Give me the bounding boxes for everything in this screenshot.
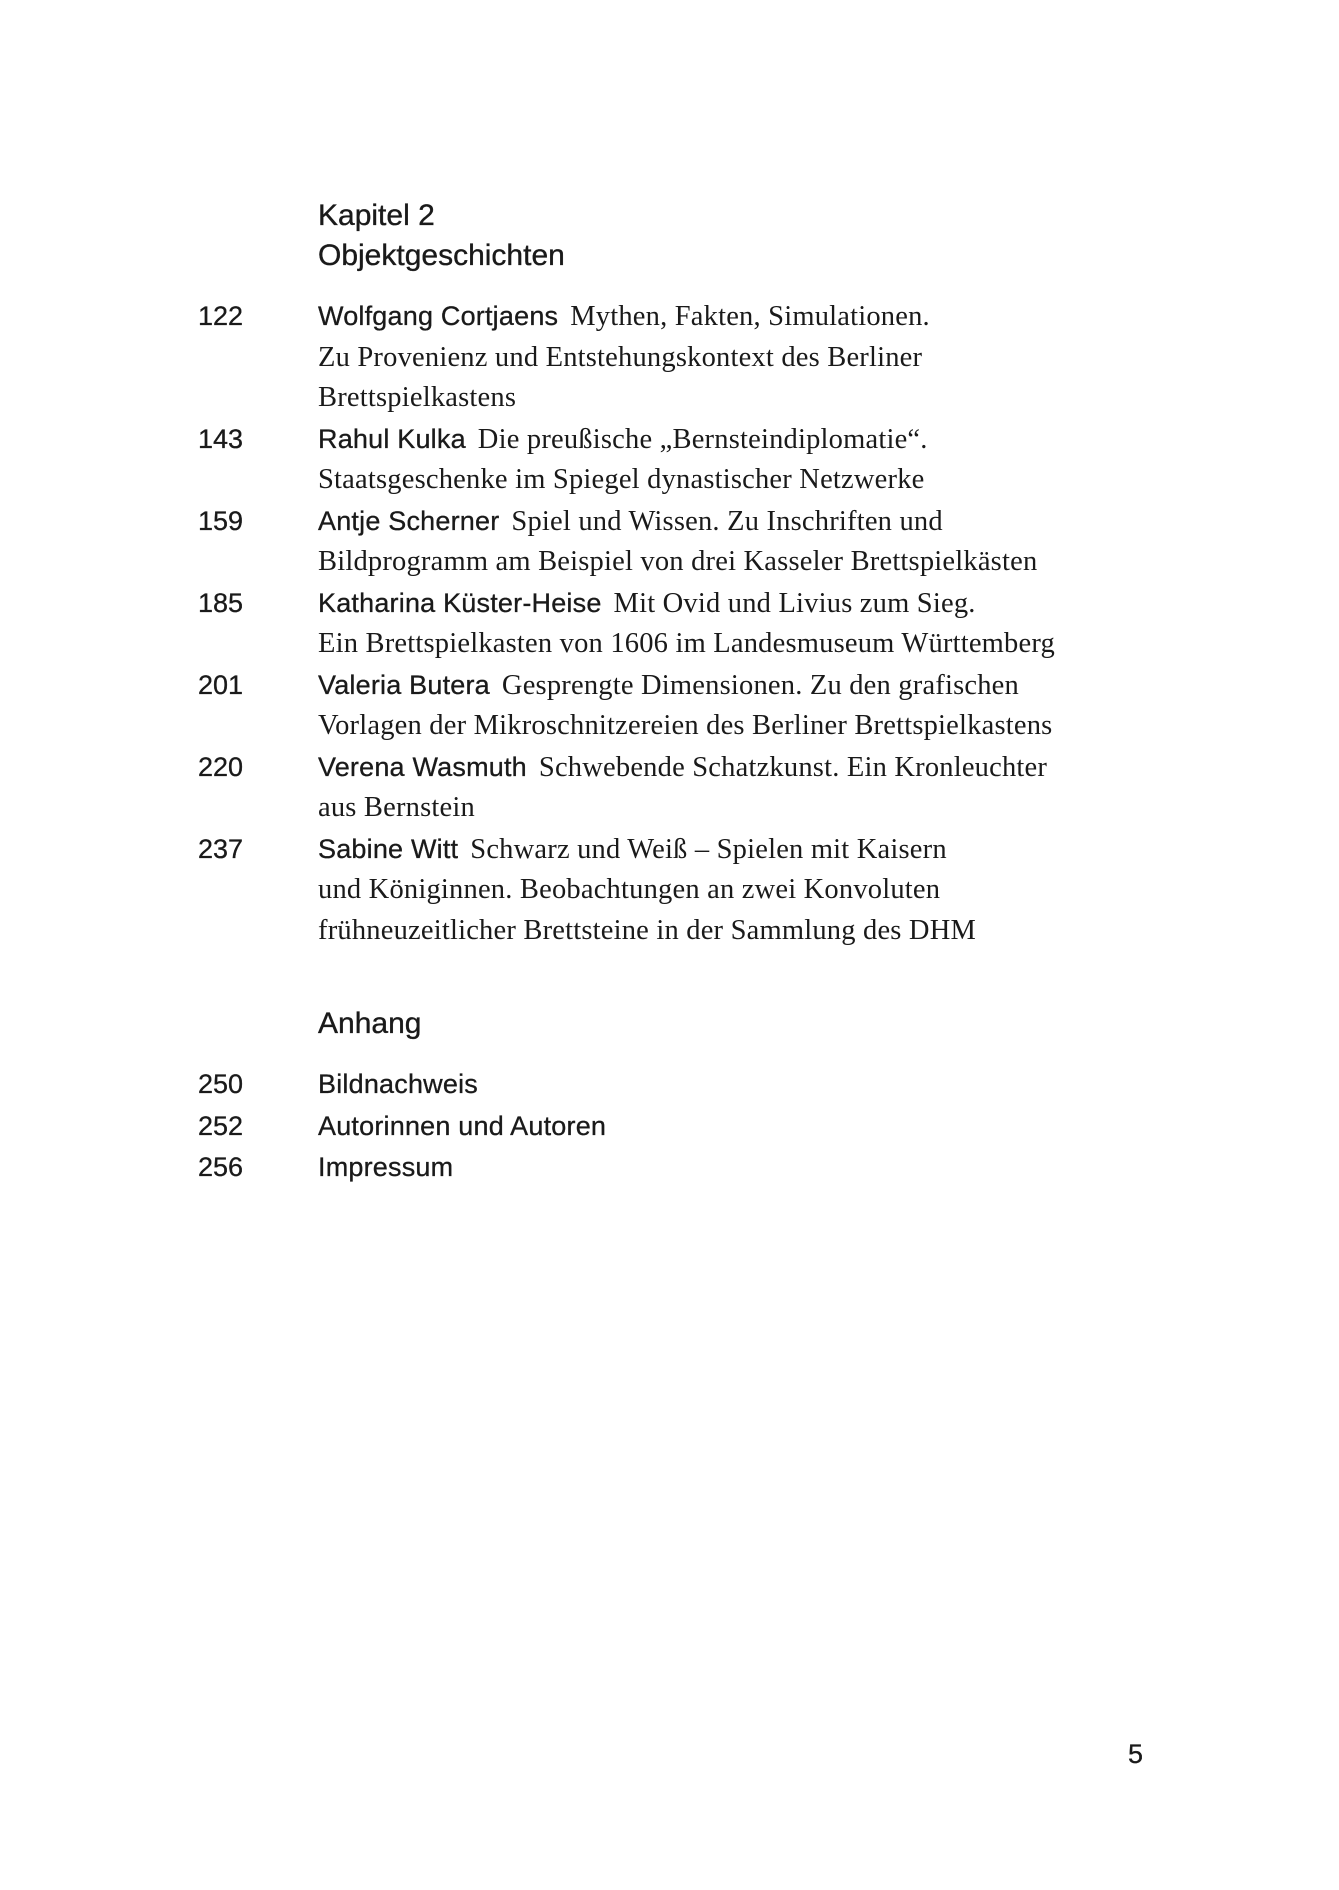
entry-line [318, 583, 1138, 625]
entry-title-line: Zu Provenienz und Entstehungskontext des Berliner [318, 341, 923, 373]
entry-body [318, 747, 1138, 829]
appendix-entries [0, 1064, 1339, 1189]
toc-entry[interactable] [0, 419, 1339, 501]
entry-title-line: Mit Ovid und Livius zum Sieg. [613, 587, 976, 619]
entry-body [318, 296, 1138, 419]
entry-title-line: Vorlagen der Mikroschnitzereien des Berliner Brettspielkastens [318, 710, 1053, 741]
entry-page-number: 237 [198, 833, 244, 864]
entry-page-number: 201 [198, 669, 244, 700]
entry-title-line: Mythen, Fakten, Simulationen. [570, 301, 930, 332]
entry-author: Verena Wasmuth [318, 751, 527, 782]
toc-entry[interactable] [0, 829, 1339, 952]
chapter-entries [0, 296, 1339, 951]
page-number: 5 [1128, 1739, 1144, 1769]
appendix-entry[interactable] [0, 1106, 1339, 1148]
toc-entry[interactable] [0, 747, 1339, 829]
entry-line [318, 829, 1138, 871]
toc-entry[interactable] [0, 583, 1339, 665]
entry-page-number: 250 [198, 1069, 244, 1099]
entry-title-line: Bildprogramm am Beispiel von drei Kasseler Brettspielkästen [318, 546, 1038, 577]
toc-entry[interactable] [0, 501, 1339, 583]
chapter-label: Kapitel 2 [318, 199, 435, 232]
entry-line [318, 501, 1138, 543]
entry-title-line: Schwebende Schatzkunst. Ein Kronleuchter [538, 751, 1048, 783]
entry-title-line: Gesprengte Dimensionen. Zu den grafischen [501, 669, 1019, 701]
appendix-entry-title: Bildnachweis [318, 1069, 478, 1099]
appendix-entry-title: Impressum [318, 1152, 454, 1182]
entry-body [318, 829, 1138, 952]
toc-entry[interactable] [0, 665, 1339, 747]
entry-author: Rahul Kulka [318, 423, 466, 454]
appendix-entry[interactable] [0, 1064, 1339, 1106]
entry-title-line: und Königinnen. Beobachtungen an zwei Konvoluten [318, 874, 941, 905]
entry-title-line: frühneuzeitlicher Brettsteine in der Sammlung des DHM [318, 914, 977, 946]
entry-title-line: Brettspielkastens [318, 382, 517, 413]
entry-body [318, 419, 1138, 501]
entry-author: Wolfgang Cortjaens [318, 301, 559, 331]
entry-page-number: 185 [198, 587, 244, 618]
entry-title-line: Spiel und Wissen. Zu Inschriften und [511, 505, 943, 537]
appendix-entry-title: Autorinnen und Autoren [318, 1110, 607, 1141]
entry-author: Katharina Küster-Heise [318, 587, 602, 618]
chapter-title: Objektgeschichten [318, 239, 565, 272]
entry-title-line: aus Bernstein [318, 792, 475, 823]
entry-author: Sabine Witt [318, 833, 459, 864]
entry-author: Valeria Butera [318, 669, 490, 700]
entry-body [318, 665, 1138, 747]
entry-line [318, 747, 1138, 789]
entry-title-line: Die preußische „Bernsteindiplomatie“. [477, 423, 928, 455]
entry-line [318, 665, 1138, 707]
entry-title-line: Staatsgeschenke im Spiegel dynastischer Netzwerke [318, 464, 925, 495]
entry-title-line: Schwarz und Weiß – Spielen mit Kaisern [470, 833, 947, 865]
entry-page-number: 122 [198, 301, 244, 331]
entry-line [318, 296, 1138, 338]
entry-body [318, 583, 1138, 665]
entry-page-number: 159 [198, 505, 244, 536]
entry-page-number: 143 [198, 423, 244, 454]
appendix-entry[interactable] [0, 1147, 1339, 1189]
entry-page-number: 256 [198, 1152, 244, 1182]
toc-entry[interactable] [0, 296, 1339, 419]
entry-body [318, 501, 1138, 583]
entry-page-number: 220 [198, 751, 244, 782]
entry-author: Antje Scherner [318, 505, 500, 536]
entry-title-line: Ein Brettspielkasten von 1606 im Landesmuseum Württemberg [318, 628, 1055, 659]
appendix-title: Anhang [318, 1007, 422, 1040]
entry-page-number: 252 [198, 1110, 244, 1141]
entry-line [318, 419, 1138, 461]
